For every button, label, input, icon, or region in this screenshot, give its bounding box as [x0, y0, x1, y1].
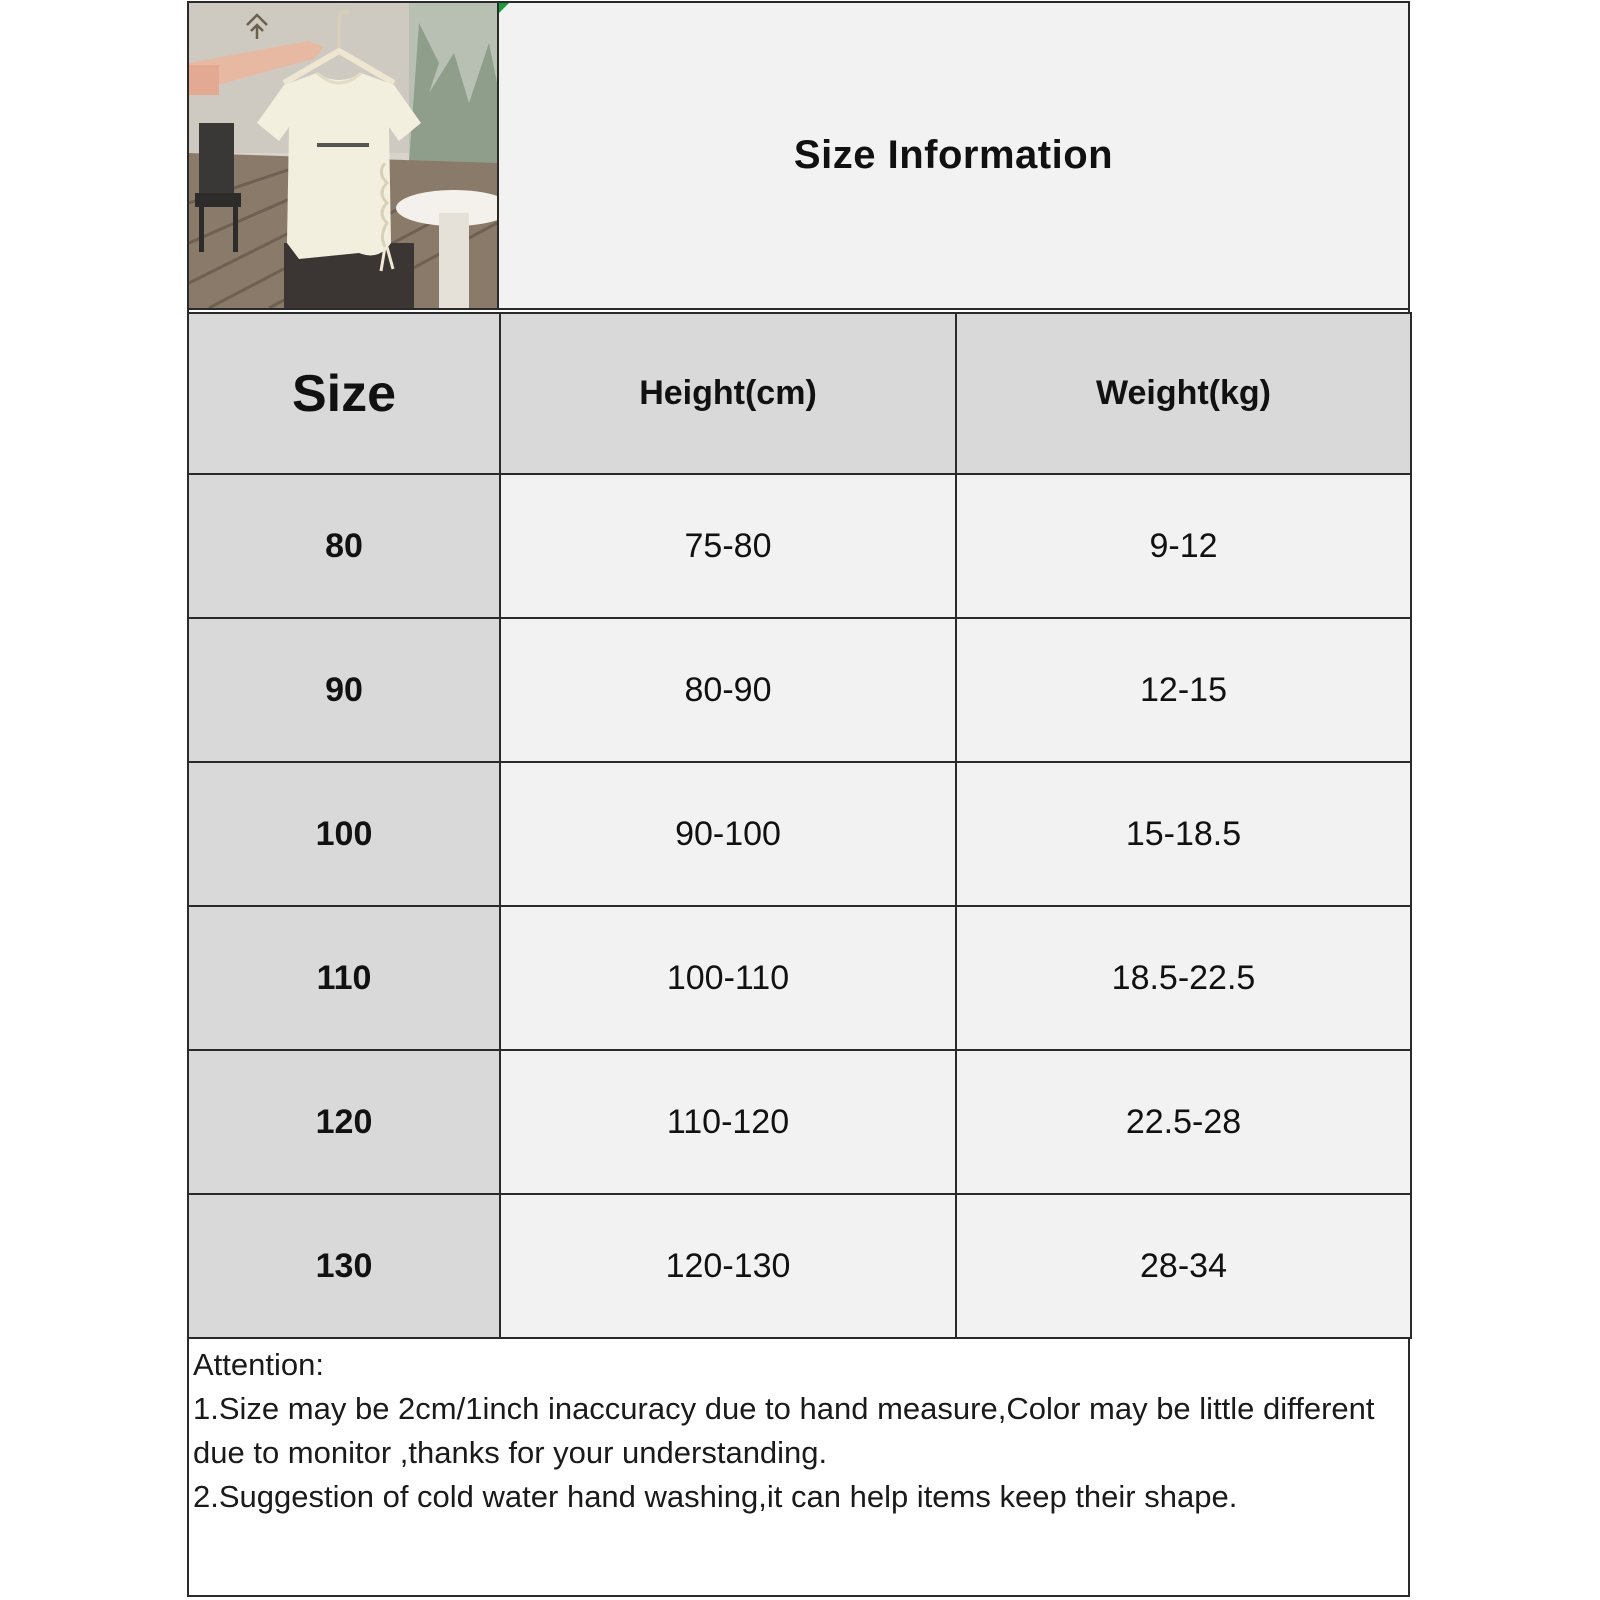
tshirt-photo-icon	[189, 3, 497, 308]
weight-cell: 18.5-22.5	[956, 906, 1411, 1050]
product-photo	[189, 3, 499, 310]
title-cell	[499, 3, 1408, 310]
header-size: Size	[188, 313, 500, 474]
page-title: Size Information	[793, 133, 1114, 177]
notes-heading: Attention:	[193, 1347, 324, 1382]
weight-cell: 15-18.5	[956, 762, 1411, 906]
table-row	[188, 1050, 1411, 1194]
table-row	[188, 762, 1411, 906]
size-cell: 120	[188, 1050, 500, 1194]
height-cell: 80-90	[500, 618, 956, 762]
note-item: 2.Suggestion of cold water hand washing,it can help items keep their shape.	[193, 1479, 1238, 1514]
table-row	[188, 1194, 1411, 1338]
size-cell: 80	[188, 474, 500, 618]
table-header-row	[188, 313, 1411, 474]
height-cell: 100-110	[500, 906, 956, 1050]
height-cell: 75-80	[500, 474, 956, 618]
weight-cell: 28-34	[956, 1194, 1411, 1338]
note-item: 1.Size may be 2cm/1inch inaccuracy due to hand measure,Color may be little different due to monitor ,thanks for your understanding.	[193, 1391, 1375, 1470]
size-table	[187, 312, 1412, 1339]
height-cell: 90-100	[500, 762, 956, 906]
height-cell: 120-130	[500, 1194, 956, 1338]
weight-cell: 12-15	[956, 618, 1411, 762]
table-row	[188, 618, 1411, 762]
table-row	[188, 474, 1411, 618]
size-chart	[187, 1, 1410, 1597]
attention-notes	[189, 1343, 1408, 1519]
header-weight: Weight(kg)	[956, 313, 1411, 474]
corner-marker	[499, 3, 509, 13]
table-row	[188, 906, 1411, 1050]
size-cell: 90	[188, 618, 500, 762]
weight-cell: 22.5-28	[956, 1050, 1411, 1194]
size-cell: 130	[188, 1194, 500, 1338]
weight-cell: 9-12	[956, 474, 1411, 618]
size-cell: 100	[188, 762, 500, 906]
size-cell: 110	[188, 906, 500, 1050]
header-height: Height(cm)	[500, 313, 956, 474]
height-cell: 110-120	[500, 1050, 956, 1194]
